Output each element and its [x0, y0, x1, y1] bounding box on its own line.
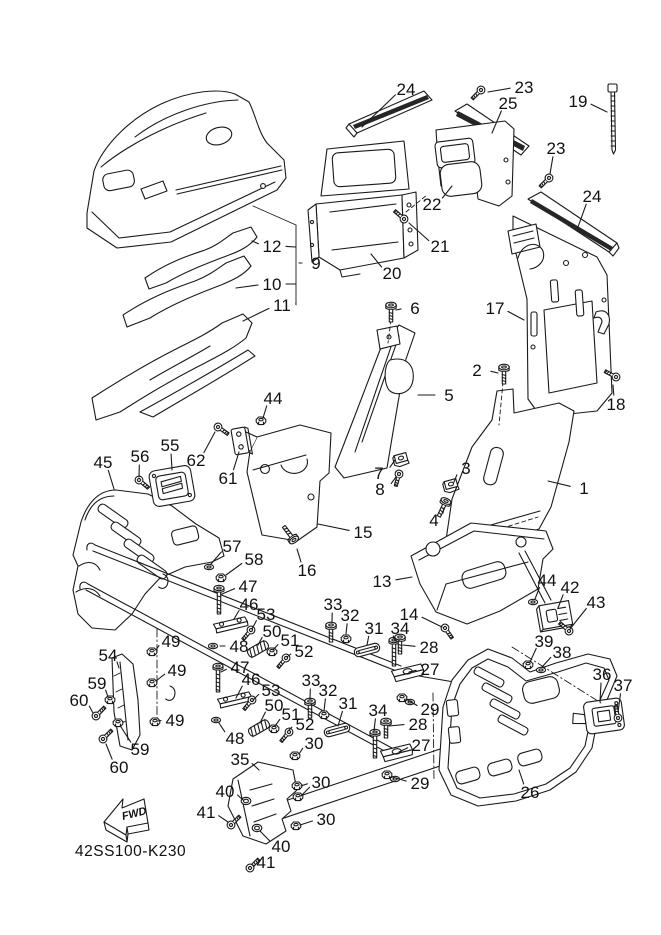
- callout-39: 39: [534, 632, 554, 651]
- part-24-seal-strip-left: [346, 91, 432, 137]
- leader-line-30: [299, 748, 303, 754]
- screw-56: [134, 475, 152, 492]
- leader-line-32: [346, 624, 347, 634]
- callout-48: 48: [229, 637, 249, 656]
- part-13-under-panel: [411, 523, 553, 624]
- leader-line-58: [226, 564, 242, 576]
- grommet-40-upper: [241, 797, 251, 804]
- callout-4: 4: [429, 511, 439, 530]
- callout-50: 50: [264, 696, 284, 715]
- callout-48: 48: [225, 729, 245, 748]
- damper-50-upper: [246, 640, 270, 659]
- leader-line-60: [106, 744, 112, 759]
- leader-line-13: [396, 577, 412, 580]
- nut-49-1: [147, 648, 157, 656]
- callout-11: 11: [273, 296, 291, 315]
- callout-41: 41: [256, 853, 276, 872]
- leader-line-17: [508, 311, 524, 320]
- callout-27: 27: [411, 736, 431, 755]
- leader-line-28: [403, 645, 415, 646]
- washer-38: [536, 667, 545, 672]
- leader-line-2: [491, 371, 498, 373]
- callout-15: 15: [353, 523, 373, 542]
- bracket-46-upper: [213, 617, 248, 634]
- nut-51-lower: [269, 725, 279, 733]
- nut-32-lower: [319, 711, 329, 719]
- callout-30: 30: [304, 734, 324, 753]
- callout-46: 46: [239, 595, 259, 614]
- nut-30-3: [293, 793, 303, 801]
- leader-line-14: [422, 617, 442, 627]
- part-11-damper-sheet: [92, 314, 255, 420]
- callout-31: 31: [338, 694, 358, 713]
- callout-5: 5: [444, 386, 454, 405]
- hook-lower: [166, 686, 177, 702]
- callout-49: 49: [165, 711, 185, 730]
- callout-54: 54: [98, 646, 118, 665]
- callout-8: 8: [375, 480, 385, 499]
- nut-30-4: [291, 822, 301, 830]
- bolt-2: [499, 364, 509, 384]
- callout-33: 33: [323, 595, 343, 614]
- screw-8: [392, 469, 404, 487]
- callout-42: 42: [560, 578, 580, 597]
- leader-line-30: [300, 821, 312, 825]
- callout-56: 56: [130, 447, 150, 466]
- callout-21: 21: [430, 237, 450, 256]
- nut-49-2: [147, 679, 157, 687]
- bolt-6: [386, 302, 396, 322]
- callout-47: 47: [230, 658, 250, 677]
- callout-23: 23: [514, 78, 534, 97]
- damper-50-lower: [247, 719, 271, 738]
- leader-line-19: [591, 104, 607, 112]
- part-9-top-cover: [87, 91, 286, 248]
- leader-line-46: [234, 610, 239, 619]
- leader-line-51: [275, 719, 280, 726]
- leader-line-15: [318, 524, 349, 530]
- part-55-latch: [148, 465, 196, 508]
- callout-52: 52: [295, 715, 315, 734]
- callout-45: 45: [93, 453, 113, 472]
- leader-line-45: [108, 470, 114, 489]
- strap-31-lower: [323, 722, 350, 737]
- callout-60: 60: [69, 691, 89, 710]
- callout-32: 32: [340, 606, 360, 625]
- callout-29: 29: [420, 700, 440, 719]
- callout-40: 40: [271, 837, 291, 856]
- callout-31: 31: [364, 619, 384, 638]
- callout-44: 44: [537, 571, 557, 590]
- callout-30: 30: [311, 773, 331, 792]
- leader-line-62: [204, 432, 215, 453]
- nut-49-3: [150, 718, 160, 726]
- callout-2: 2: [472, 361, 482, 380]
- nut-30-2: [292, 782, 302, 790]
- leader-line-16: [297, 549, 301, 562]
- callout-59: 59: [87, 674, 107, 693]
- leader-line-49: [158, 721, 161, 722]
- callout-19: 19: [568, 92, 588, 111]
- part-20-duct-box: [308, 141, 418, 277]
- callout-17: 17: [485, 299, 505, 318]
- callout-23: 23: [546, 139, 566, 158]
- nut-58: [216, 574, 226, 582]
- washer-48-upper: [208, 643, 217, 648]
- callout-51: 51: [280, 631, 300, 650]
- callout-46: 46: [241, 670, 261, 689]
- callout-25: 25: [498, 94, 518, 113]
- screw-23-lower: [537, 172, 554, 189]
- leader-line-49: [156, 646, 159, 650]
- screw-62: [213, 422, 231, 438]
- diagram-code: 42SS100-K230: [75, 843, 187, 860]
- callout-36: 36: [592, 665, 612, 684]
- callout-53: 53: [261, 681, 281, 700]
- callout-9: 9: [311, 254, 321, 273]
- callout-29: 29: [410, 774, 430, 793]
- leader-line-10: [236, 285, 258, 288]
- callout-32: 32: [318, 681, 338, 700]
- callout-24: 24: [396, 80, 416, 99]
- callout-35: 35: [230, 750, 250, 769]
- callout-28: 28: [408, 715, 428, 734]
- washer-48-lower: [211, 717, 220, 722]
- nut-39: [523, 661, 533, 669]
- callout-34: 34: [368, 701, 388, 720]
- leader-line-32: [324, 699, 325, 711]
- callout-44: 44: [263, 389, 283, 408]
- screw-60-lower: [97, 727, 114, 744]
- washer-57: [204, 564, 213, 569]
- leader-line-6: [396, 309, 401, 310]
- callout-49: 49: [167, 661, 187, 680]
- callout-14: 14: [399, 605, 419, 624]
- screw-23-upper: [469, 84, 486, 101]
- leader-line-41: [219, 816, 228, 822]
- callout-7: 7: [374, 464, 384, 483]
- leader-line-60: [89, 706, 93, 713]
- nut-59-upper: [105, 696, 115, 704]
- bolt-28-lower: [381, 718, 391, 738]
- callout-62: 62: [186, 451, 206, 470]
- callout-47: 47: [238, 577, 258, 596]
- callout-37: 37: [613, 676, 633, 695]
- callout-28: 28: [419, 638, 439, 657]
- washer-44-right: [528, 599, 537, 604]
- callout-13: 13: [372, 572, 392, 591]
- callout-58: 58: [244, 550, 264, 569]
- nut-32-upper: [341, 635, 351, 643]
- callout-34: 34: [390, 619, 410, 638]
- bolt-47-lower: [213, 663, 223, 692]
- leader-line-48: [219, 723, 225, 732]
- callout-20: 20: [382, 264, 402, 283]
- callout-61: 61: [218, 469, 238, 488]
- nut-59-lower: [113, 719, 123, 727]
- leader-line-18: [613, 385, 614, 395]
- leader-line-43: [570, 609, 586, 630]
- screw-52-lower: [278, 727, 295, 745]
- callout-49: 49: [161, 632, 181, 651]
- bolt-33-upper: [326, 622, 336, 642]
- leader-line-11: [243, 308, 269, 321]
- callout-30: 30: [316, 810, 336, 829]
- part-17-rear-panel: [508, 216, 612, 417]
- callout-22: 22: [422, 195, 442, 214]
- part-35-bracket: [228, 762, 297, 844]
- callout-51: 51: [281, 705, 301, 724]
- callout-6: 6: [410, 299, 420, 318]
- callout-40: 40: [215, 782, 235, 801]
- part-45-side-cover: [73, 490, 224, 630]
- callout-24: 24: [582, 187, 602, 206]
- callout-1: 1: [579, 479, 589, 498]
- callout-43: 43: [586, 593, 606, 612]
- screw-14: [440, 623, 456, 641]
- nut-44-left: [256, 417, 266, 425]
- leader-line-23: [550, 157, 553, 174]
- callout-55: 55: [160, 436, 180, 455]
- callout-53: 53: [256, 605, 276, 624]
- callout-41: 41: [196, 803, 216, 822]
- callout-27: 27: [420, 660, 440, 679]
- callout-52: 52: [294, 642, 314, 661]
- callout-3: 3: [461, 459, 471, 478]
- callout-18: 18: [606, 395, 626, 414]
- washer-29-upper: [405, 699, 414, 704]
- callout-57: 57: [222, 537, 242, 556]
- callout-60: 60: [109, 758, 129, 777]
- callout-26: 26: [520, 783, 540, 802]
- leader-line-23: [488, 88, 510, 92]
- leader-line-12: [252, 241, 258, 244]
- callout-59: 59: [130, 740, 150, 759]
- callout-33: 33: [301, 671, 321, 690]
- callout-38: 38: [552, 643, 572, 662]
- callout-50: 50: [262, 622, 282, 641]
- callout-16: 16: [297, 561, 317, 580]
- nut-30-1: [290, 752, 300, 760]
- part-19-band: [608, 84, 617, 154]
- nut-51-upper: [267, 648, 277, 656]
- callout-12: 12: [262, 237, 282, 256]
- callout-10: 10: [262, 275, 282, 294]
- fwd-label: FWD: [120, 805, 148, 823]
- leader-line-12: [286, 246, 296, 247]
